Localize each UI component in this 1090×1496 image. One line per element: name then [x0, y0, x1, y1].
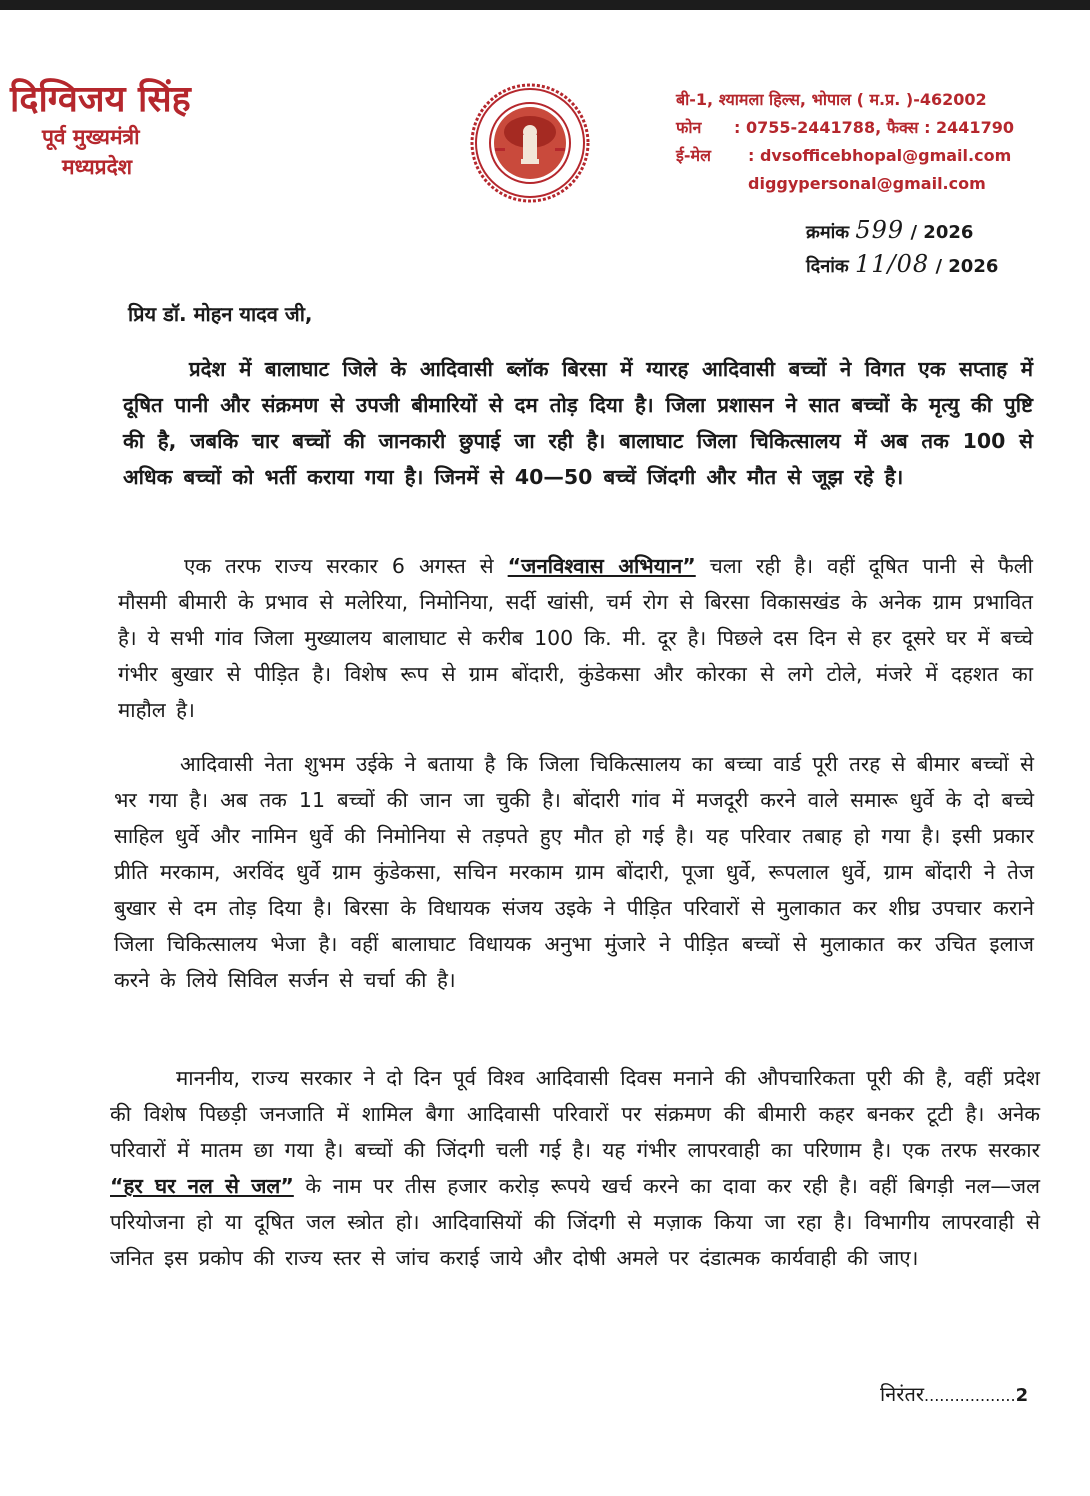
- date-row: [806, 247, 998, 281]
- paragraph-3: [114, 746, 1034, 998]
- reference-block: [806, 213, 998, 281]
- campaign-har-ghar-nal: “हर घर नल से जल”: [110, 1174, 294, 1198]
- campaign-janvishwas: “जनविश्वास अभियान”: [507, 554, 696, 578]
- email-row: [676, 142, 1076, 170]
- email-2: diggypersonal@gmail.com: [748, 174, 986, 193]
- ref-label: क्रमांक: [806, 222, 850, 243]
- paragraph-1-text: प्रदेश में बालाघाट जिले के आदिवासी ब्लॉक बिरसा में ग्यारह आदिवासी बच्चों ने विगत एक सप्ताह में दूषित पानी और संक्रमण से उपजी बीमारियों से दम तोड़ दिया है। जिला प्रशासन ने सात बच्चों के मृत्यु की पुष्टि की है, जबकि चार बच्चों की जानकारी छुपाई जा रही है। बालाघाट जिला चिकित्सालय में अब तक 100 से अधिक बच्चों को भर्ती कराया गया है। जिनमें से 40—50 बच्चें जिंदगी और मौत से जूझ रहे है।: [123, 357, 1033, 489]
- phone-value: : 0755-2441788, फैक्स : 2441790: [734, 118, 1014, 137]
- paragraph-3-text: आदिवासी नेता शुभम उईके ने बताया है कि जिला चिकित्सालय का बच्चा वार्ड पूरी तरह से बीमार बच्चों से भर गया है। अब तक 11 बच्चों की जान जा चुकी है। बोंदारी गांव में मजदूरी करने वाले समारू धुर्वे के दो बच्चे साहिल धुर्वे और नामिन धुर्वे की निमोनिया से तड़पते हुए मौत हो गई है। यह परिवार तबाह हो गया है। इसी प्रकार प्रीति मरकाम, अरविंद धुर्वे ग्राम कुंडेकसा, सचिन मरकाम ग्राम बोंदारी, पूजा धुर्वे, रूपलाल धुर्वे, ग्राम बोंदारी ने तेज बुखार से दम तोड़ दिया है। बिरसा के विधायक संजय उइके ने पीड़ित परिवारों से मुलाकात कर शीघ्र उपचार कराने जिला चिकित्सालय भेजा है। वहीं बालाघाट विधायक अनुभा मुंजारे ने पीड़ित बच्चों से मुलाकात कर उचित इलाज करने के लिये सिविल सर्जन से चर्चा की है।: [114, 752, 1034, 992]
- sender-role: पूर्व मुख्यमंत्री: [42, 125, 140, 149]
- paragraph-2-text-b: चला रही है। वहीं दूषित पानी से फैली मौसमी बीमारी के प्रभाव से मलेरिया, निमोनिया, सर्दी खांसी, चर्म रोग से बिरसा विकासखंड के अनेक ग्राम प्रभावित है। ये सभी गांव जिला मुख्यालय बालाघाट से करीब 100 कि. मी. दूर है। पिछले दस दिन से हर दूसरे घर में बच्चे गंभीर बुखार से पीड़ित है। विशेष रूप से ग्राम बोंदारी, कुंडेकसा और कोरका से लगे टोले, मंजरे में दहशत का माहौल है।: [118, 554, 1033, 722]
- phone-label: फोन: [676, 118, 702, 137]
- paragraph-1: [123, 351, 1033, 495]
- continued-footer: [880, 1380, 1028, 1407]
- date-value: 11/08: [854, 250, 930, 278]
- top-border: [0, 0, 1090, 10]
- date-year: / 2026: [935, 256, 999, 277]
- paragraph-2: [118, 548, 1033, 728]
- continued-dots: ..................: [924, 1386, 1016, 1405]
- email-label: ई-मेल: [676, 146, 711, 165]
- phone-row: [676, 114, 1076, 142]
- address: बी-1, श्यामला हिल्स, भोपाल ( म.प्र. )-462002: [676, 90, 987, 109]
- sender-name: दिग्विजय सिंह: [10, 79, 191, 120]
- email-1: : dvsofficebhopal@gmail.com: [748, 146, 1012, 165]
- reference-row: [806, 213, 998, 247]
- paragraph-4-text-a: माननीय, राज्य सरकार ने दो दिन पूर्व विश्व आदिवासी दिवस मनाने की औपचारिकता पूरी की है, वहीं प्रदेश की विशेष पिछड़ी जनजाति में शामिल बैगा आदिवासी परिवारों पर संक्रमण की बीमारी कहर बनकर टूटी है। अनेक परिवारों में मातम छा गया है। बच्चों की जिंदगी चली गई है। यह गंभीर लापरवाही का परिणाम है। एक तरफ सरकार: [110, 1066, 1040, 1162]
- sender-state: मध्यप्रदेश: [62, 155, 133, 179]
- letterhead-contact: [676, 86, 1076, 198]
- paragraph-4: [110, 1060, 1040, 1276]
- paragraph-2-text-a: एक तरफ राज्य सरकार 6 अगस्त से: [184, 554, 494, 578]
- paragraph-4-text-b: के नाम पर तीस हजार करोड़ रूपये खर्च करने का दावा कर रही है। वहीं बिगड़ी नल—जल परियोजना हो या दूषित जल स्त्रोत हो। आदिवासियों की जिंदगी से मज़ाक किया जा रहा है। विभागीय लापरवाही से जनित इस प्रकोप की राज्य स्तर से जांच कराई जाये और दोषी अमले पर दंडात्मक कार्यवाही की जाए।: [110, 1174, 1040, 1270]
- date-label: दिनांक: [806, 256, 849, 277]
- next-page-number: 2: [1015, 1385, 1029, 1406]
- ref-number: 599: [855, 216, 905, 244]
- letterhead-sender: [10, 78, 240, 182]
- salutation: प्रिय डॉ. मोहन यादव जी,: [128, 302, 313, 326]
- madhya-pradesh-emblem-icon: [467, 80, 593, 206]
- ref-year: / 2026: [910, 222, 974, 243]
- continued-label: निरंतर: [880, 1382, 925, 1406]
